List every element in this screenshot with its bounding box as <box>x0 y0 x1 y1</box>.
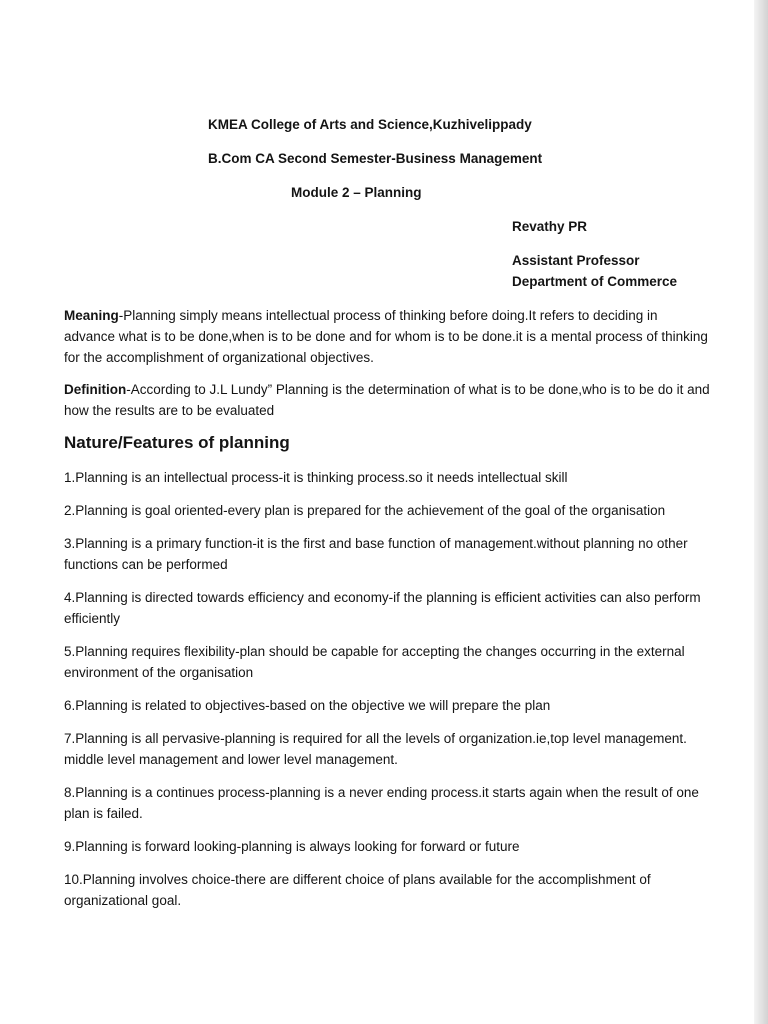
author-designation: Assistant Professor <box>512 253 640 268</box>
author-department: Department of Commerce <box>512 274 678 289</box>
feature-item: 1.Planning is an intellectual process-it is thinking process.so it needs intellectual skill <box>64 470 568 485</box>
college-name: KMEA College of Arts and Science,Kuzhivelippady <box>208 117 532 132</box>
meaning-text: -Planning simply means intellectual process of thinking before doing.It refers to deciding in advance what is to be done,when is to be done and for whom is to be done.it is a mental process of thinking for the accomplishment of organizational objectives. <box>64 308 708 365</box>
page-edge-shadow <box>754 0 768 1024</box>
feature-item: 3.Planning is a primary function-it is the first and base function of management.without planning no other functions can be performed <box>64 536 688 572</box>
definition-term: Definition <box>64 382 127 397</box>
course-title: B.Com CA Second Semester-Business Management <box>208 151 543 166</box>
feature-item: 10.Planning involves choice-there are different choice of plans available for the accomplishment of organizational goal. <box>64 872 651 908</box>
meaning-paragraph <box>64 305 712 368</box>
section-heading: Nature/Features of planning <box>64 433 290 452</box>
meaning-term: Meaning <box>64 308 119 323</box>
feature-item: 9.Planning is forward looking-planning is always looking for forward or future <box>64 839 520 854</box>
feature-item: 5.Planning requires flexibility-plan should be capable for accepting the changes occurring in the external environment of the organisation <box>64 644 685 680</box>
feature-item: 2.Planning is goal oriented-every plan is prepared for the achievement of the goal of the organisation <box>64 503 666 518</box>
feature-item: 4.Planning is directed towards efficiency and economy-if the planning is efficient activities can also perform efficiently <box>64 590 701 626</box>
feature-item: 8.Planning is a continues process-planning is a never ending process.it starts again when the result of one plan is failed. <box>64 785 699 821</box>
author-name: Revathy PR <box>512 219 588 234</box>
definition-text: -According to J.L Lundy” Planning is the determination of what is to be done,who is to be do it and how the results are to be evaluated <box>64 382 710 418</box>
document-body <box>64 305 712 923</box>
definition-paragraph <box>64 379 712 421</box>
feature-item: 6.Planning is related to objectives-based on the objective we will prepare the plan <box>64 698 551 713</box>
feature-item: 7.Planning is all pervasive-planning is required for all the levels of organization.ie,top level management. middle level management and lower level management. <box>64 731 687 767</box>
module-title: Module 2 – Planning <box>291 185 422 200</box>
